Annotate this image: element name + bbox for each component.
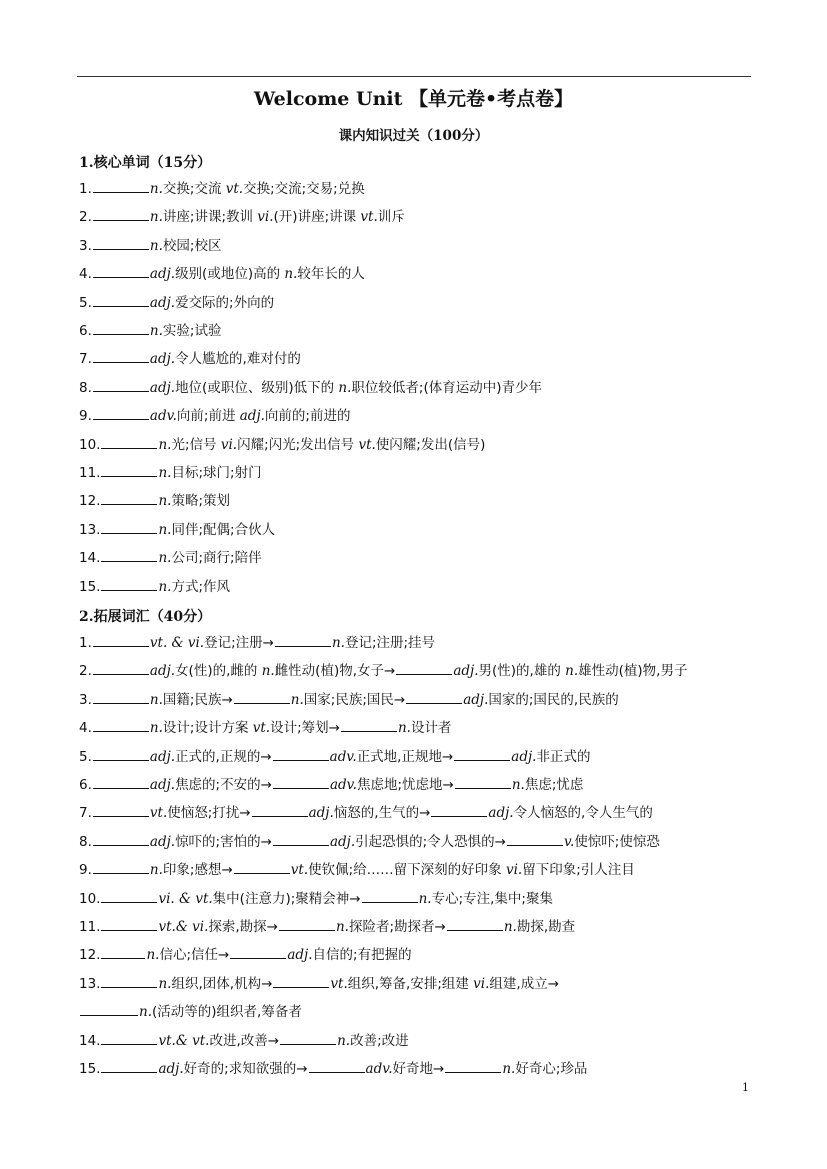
definition-text: 组建,成立→ bbox=[489, 975, 560, 992]
part-of-speech: n. bbox=[158, 550, 172, 567]
part-of-speech: adv. bbox=[329, 777, 357, 793]
item-number: 6. bbox=[79, 777, 92, 793]
definition-text: 讲座;讲课;教训 bbox=[162, 209, 258, 226]
answer-blank[interactable] bbox=[93, 321, 149, 335]
answer-blank[interactable] bbox=[93, 661, 149, 675]
answer-blank[interactable] bbox=[454, 747, 510, 761]
item-number: 2. bbox=[79, 209, 92, 226]
definition-text: 光;信号 bbox=[171, 436, 221, 453]
part-of-speech: n. bbox=[418, 890, 432, 907]
definition-text: 焦虑的;不安的→ bbox=[175, 777, 272, 793]
part-of-speech: vt. bbox=[360, 209, 378, 226]
answer-blank[interactable] bbox=[93, 179, 149, 193]
definition-text: (开)讲座;讲课 bbox=[273, 209, 361, 226]
definition-text: 国家;民族;国民→ bbox=[303, 691, 406, 708]
part-of-speech: n. bbox=[146, 947, 160, 964]
vocab-item bbox=[79, 889, 553, 909]
part-of-speech: vi. bbox=[257, 209, 274, 226]
definition-text: 组织,团体,机构→ bbox=[171, 975, 273, 992]
page-title: Welcome Unit 【单元卷•考点卷】 bbox=[253, 88, 574, 110]
part-of-speech: n. bbox=[149, 323, 163, 339]
definition-text: 好奇心;珍品 bbox=[515, 1061, 588, 1077]
definition-text: 雄性动(植)物,男子 bbox=[578, 663, 688, 680]
item-number: 6. bbox=[79, 323, 92, 339]
item-number: 13. bbox=[79, 975, 101, 992]
definition-text: 实验;试验 bbox=[162, 323, 222, 339]
definition-text: 探险者;勘探者→ bbox=[348, 919, 446, 935]
vocab-item bbox=[79, 1002, 302, 1022]
definition-text: 正式的,正规的→ bbox=[175, 748, 272, 765]
definition-text: 恼怒的,生气的→ bbox=[333, 805, 431, 822]
definition-text: 集中(注意力);聚精会神→ bbox=[212, 890, 361, 907]
section-heading-extended-vocab: 2.拓展词汇（40分） bbox=[79, 609, 212, 625]
answer-blank[interactable] bbox=[234, 860, 290, 874]
answer-blank[interactable] bbox=[396, 661, 452, 675]
page-subtitle: 课内知识过关（100分） bbox=[338, 128, 489, 144]
part-of-speech: vt. bbox=[252, 720, 271, 737]
answer-blank[interactable] bbox=[93, 803, 149, 817]
answer-blank[interactable] bbox=[230, 945, 286, 959]
definition-text: 向前;前进 bbox=[176, 408, 240, 425]
answer-blank[interactable] bbox=[431, 803, 487, 817]
definition-text: 设计;筹划→ bbox=[270, 720, 340, 737]
answer-blank[interactable] bbox=[406, 690, 462, 704]
definition-text: 非正式的 bbox=[536, 748, 591, 765]
definition-text: 好奇地→ bbox=[392, 1061, 445, 1077]
answer-blank[interactable] bbox=[280, 1031, 336, 1045]
vocab-item bbox=[79, 179, 365, 199]
definition-text: 交换;交流 bbox=[162, 181, 226, 197]
vocab-item bbox=[79, 236, 221, 256]
item-number: 1. bbox=[79, 635, 92, 651]
answer-blank[interactable] bbox=[93, 264, 149, 278]
answer-blank[interactable] bbox=[101, 548, 157, 562]
vocab-item bbox=[79, 860, 635, 880]
answer-blank[interactable] bbox=[507, 832, 563, 846]
definition-text: 地位(或职位、级别)低下的 bbox=[175, 379, 339, 396]
answer-blank[interactable] bbox=[101, 463, 157, 477]
part-of-speech: n. bbox=[337, 1032, 351, 1049]
part-of-speech: n. bbox=[511, 777, 525, 793]
part-of-speech: vi. bbox=[473, 975, 490, 992]
item-number: 13. bbox=[79, 521, 101, 538]
vocab-item bbox=[79, 406, 350, 426]
answer-blank[interactable] bbox=[93, 690, 149, 704]
part-of-speech: vt. & vi. bbox=[149, 635, 205, 651]
vocab-item bbox=[79, 1059, 587, 1079]
definition-text: 使惊吓;使惊恐 bbox=[574, 833, 660, 850]
part-of-speech: vt. bbox=[330, 975, 348, 992]
part-of-speech: n. bbox=[338, 379, 352, 396]
definition-text: 使钦佩;给……留下深刻的好印象 bbox=[308, 862, 506, 879]
vocab-item bbox=[79, 293, 274, 313]
item-number: 5. bbox=[79, 748, 92, 765]
vocab-item bbox=[79, 974, 559, 994]
definition-text: 同伴;配偶;合伙人 bbox=[171, 521, 276, 538]
part-of-speech: vt. bbox=[358, 436, 376, 453]
item-number: 1. bbox=[79, 181, 92, 197]
part-of-speech: n. bbox=[149, 691, 163, 708]
answer-blank[interactable] bbox=[80, 1002, 138, 1016]
vocab-item bbox=[79, 747, 590, 767]
part-of-speech: vt.& vt. bbox=[158, 1032, 210, 1049]
answer-blank[interactable] bbox=[101, 577, 157, 591]
part-of-speech: n. bbox=[335, 919, 349, 935]
answer-blank[interactable] bbox=[273, 775, 329, 789]
definition-text: 登记;注册;挂号 bbox=[344, 635, 436, 651]
definition-text: 专心;专注,集中;聚集 bbox=[431, 890, 553, 907]
definition-text: 正式地,正规地→ bbox=[356, 748, 454, 765]
definition-text: (活动等的)组织者,筹备者 bbox=[152, 1004, 302, 1021]
answer-blank[interactable] bbox=[93, 349, 149, 363]
definition-text: 使闪耀;发出(信号) bbox=[375, 436, 486, 453]
part-of-speech: n. bbox=[261, 663, 275, 680]
part-of-speech: n. bbox=[149, 181, 163, 197]
part-of-speech: adj. bbox=[149, 379, 176, 396]
definition-text: 国家的;国民的,民族的 bbox=[488, 691, 619, 708]
part-of-speech: adj. bbox=[488, 805, 514, 822]
part-of-speech: n. bbox=[503, 919, 517, 935]
answer-blank[interactable] bbox=[93, 207, 149, 221]
answer-blank[interactable] bbox=[309, 1059, 365, 1073]
part-of-speech: vt.& vi. bbox=[158, 919, 209, 935]
definition-text: 自信的;有把握的 bbox=[312, 947, 412, 964]
definition-text: 国籍;民族→ bbox=[162, 691, 233, 708]
answer-blank[interactable] bbox=[273, 747, 329, 761]
item-number: 3. bbox=[79, 691, 92, 708]
part-of-speech: adj. bbox=[239, 408, 265, 425]
definition-text: 改进,改善→ bbox=[209, 1032, 280, 1049]
answer-blank[interactable] bbox=[341, 718, 397, 732]
part-of-speech: n. bbox=[331, 635, 345, 651]
part-of-speech: vt. bbox=[149, 805, 168, 822]
answer-blank[interactable] bbox=[101, 435, 157, 449]
part-of-speech: v. bbox=[563, 833, 575, 850]
definition-text: 校园;校区 bbox=[162, 237, 222, 254]
section-heading-core-words: 1.核心单词（15分） bbox=[79, 155, 212, 171]
answer-blank[interactable] bbox=[234, 690, 290, 704]
vocab-item bbox=[79, 718, 451, 738]
item-number: 15. bbox=[79, 1061, 101, 1077]
answer-blank[interactable] bbox=[93, 747, 149, 761]
answer-blank[interactable] bbox=[362, 889, 418, 903]
part-of-speech: adj. bbox=[149, 748, 176, 765]
vocab-item bbox=[79, 775, 583, 795]
definition-text: 焦虑地;忧虑地→ bbox=[356, 777, 454, 793]
item-number: 9. bbox=[79, 862, 92, 879]
vocab-item bbox=[79, 463, 262, 483]
definition-text: 探索,勘探→ bbox=[208, 919, 278, 935]
part-of-speech: adj. bbox=[149, 351, 176, 368]
part-of-speech: n. bbox=[149, 209, 163, 226]
item-number: 14. bbox=[79, 550, 101, 567]
part-of-speech: vi. bbox=[220, 436, 238, 453]
part-of-speech: n. bbox=[158, 493, 172, 510]
definition-text: 焦虑;忧虑 bbox=[524, 777, 584, 793]
answer-blank[interactable] bbox=[101, 974, 157, 988]
part-of-speech: adj. bbox=[149, 833, 176, 850]
answer-blank[interactable] bbox=[101, 1031, 157, 1045]
answer-blank[interactable] bbox=[101, 889, 157, 903]
vocab-item bbox=[79, 803, 653, 823]
definition-text: 方式;作风 bbox=[171, 578, 231, 595]
definition-text: 级别(或地位)高的 bbox=[175, 266, 285, 283]
vocab-item bbox=[79, 491, 230, 511]
item-number: 4. bbox=[79, 720, 92, 737]
item-number: 2. bbox=[79, 663, 92, 680]
part-of-speech: adj. bbox=[453, 663, 479, 680]
definition-text: 留下印象;引人注目 bbox=[522, 862, 635, 879]
item-number: 10. bbox=[79, 890, 101, 907]
answer-blank[interactable] bbox=[101, 945, 145, 959]
definition-text: 引起恐惧的;令人恐惧的→ bbox=[355, 833, 506, 850]
item-number: 15. bbox=[79, 578, 101, 595]
item-number: 8. bbox=[79, 379, 92, 396]
answer-blank[interactable] bbox=[101, 1059, 157, 1073]
definition-text: 策略;策划 bbox=[171, 493, 231, 510]
part-of-speech: vt. bbox=[225, 181, 244, 197]
part-of-speech: vi. bbox=[505, 862, 523, 879]
part-of-speech: adj. bbox=[511, 748, 537, 765]
part-of-speech: n. bbox=[149, 862, 163, 879]
definition-text: 改善;改进 bbox=[350, 1032, 409, 1049]
answer-blank[interactable] bbox=[273, 832, 329, 846]
item-number: 10. bbox=[79, 436, 101, 453]
definition-text: 爱交际的;外向的 bbox=[175, 294, 275, 311]
answer-blank[interactable] bbox=[93, 718, 149, 732]
definition-text: 公司;商行;陪伴 bbox=[171, 550, 262, 567]
answer-blank[interactable] bbox=[93, 236, 149, 250]
answer-blank[interactable] bbox=[273, 974, 329, 988]
vocab-item bbox=[79, 1031, 409, 1051]
part-of-speech: adj. bbox=[149, 294, 176, 311]
answer-blank[interactable] bbox=[101, 491, 157, 505]
item-number: 14. bbox=[79, 1032, 101, 1049]
header-rule bbox=[77, 76, 751, 77]
definition-text: 惊吓的;害怕的→ bbox=[175, 833, 272, 850]
part-of-speech: adj. bbox=[149, 266, 176, 283]
item-number: 7. bbox=[79, 805, 92, 822]
vocab-item bbox=[79, 945, 412, 965]
vocab-item bbox=[79, 661, 687, 681]
definition-text: 目标;球门;射门 bbox=[171, 465, 262, 481]
definition-text: 使恼怒;打扰→ bbox=[167, 805, 251, 822]
answer-blank[interactable] bbox=[279, 917, 335, 931]
answer-blank[interactable] bbox=[93, 860, 149, 874]
answer-blank[interactable] bbox=[93, 293, 149, 307]
vocab-item bbox=[79, 690, 619, 710]
definition-text: 职位较低者;(体育运动中)青少年 bbox=[351, 379, 542, 396]
part-of-speech: n. bbox=[149, 237, 163, 254]
item-number: 12. bbox=[79, 947, 101, 964]
part-of-speech: adj. bbox=[287, 947, 313, 964]
answer-blank[interactable] bbox=[101, 917, 157, 931]
answer-blank[interactable] bbox=[93, 378, 149, 392]
answer-blank[interactable] bbox=[445, 1059, 501, 1073]
part-of-speech: adj. bbox=[329, 833, 356, 850]
vocab-item bbox=[79, 264, 365, 284]
part-of-speech: adv. bbox=[329, 748, 357, 765]
vocab-item bbox=[79, 321, 221, 341]
item-number: 3. bbox=[79, 237, 92, 254]
vocab-item bbox=[79, 917, 575, 937]
vocab-item bbox=[79, 548, 262, 568]
part-of-speech: n. bbox=[502, 1061, 516, 1077]
definition-text: 组织,筹备,安排;组建 bbox=[347, 975, 474, 992]
definition-text: 交换;交流;交易;兑换 bbox=[243, 181, 365, 197]
answer-blank[interactable] bbox=[252, 803, 308, 817]
vocab-item bbox=[79, 832, 660, 852]
definition-text: 印象;感想→ bbox=[162, 862, 233, 879]
definition-text: 较年长的人 bbox=[297, 266, 365, 283]
part-of-speech: n. bbox=[284, 266, 298, 283]
part-of-speech: n. bbox=[565, 663, 579, 680]
definition-text: 雌性动(植)物,女子→ bbox=[274, 663, 396, 680]
part-of-speech: adj. bbox=[158, 1061, 184, 1077]
definition-text: 令人尴尬的,难对付的 bbox=[175, 351, 301, 368]
item-number: 12. bbox=[79, 493, 101, 510]
definition-text: 勘探,勘查 bbox=[516, 919, 576, 935]
part-of-speech: n. bbox=[397, 720, 411, 737]
part-of-speech: adj. bbox=[149, 777, 176, 793]
part-of-speech: adj. bbox=[463, 691, 489, 708]
part-of-speech: n. bbox=[158, 521, 172, 538]
definition-text: 令人恼怒的,令人生气的 bbox=[513, 805, 653, 822]
part-of-speech: adv. bbox=[149, 408, 177, 425]
vocab-item bbox=[79, 378, 542, 398]
item-number: 11. bbox=[79, 465, 101, 481]
definition-text: 训斥 bbox=[377, 209, 405, 226]
definition-text: 男(性)的,雄的 bbox=[478, 663, 566, 680]
item-number: 8. bbox=[79, 833, 92, 850]
part-of-speech: adj. bbox=[308, 805, 334, 822]
page-number: 1 bbox=[742, 1081, 749, 1094]
part-of-speech: n. bbox=[158, 975, 172, 992]
part-of-speech: n. bbox=[158, 465, 172, 481]
answer-blank[interactable] bbox=[101, 520, 157, 534]
answer-blank[interactable] bbox=[447, 917, 503, 931]
part-of-speech: adj. bbox=[149, 663, 176, 680]
part-of-speech: adv. bbox=[365, 1061, 393, 1077]
answer-blank[interactable] bbox=[275, 633, 331, 647]
answer-blank[interactable] bbox=[93, 406, 149, 420]
part-of-speech: n. bbox=[290, 691, 304, 708]
definition-text: 信心;信任→ bbox=[159, 947, 230, 964]
vocab-item bbox=[79, 435, 485, 455]
part-of-speech: vt. bbox=[290, 862, 309, 879]
definition-text: 好奇的;求知欲强的→ bbox=[183, 1061, 308, 1077]
vocab-item bbox=[79, 207, 405, 227]
item-number: 4. bbox=[79, 266, 92, 283]
part-of-speech: n. bbox=[139, 1004, 152, 1021]
definition-text: 闪耀;闪光;发出信号 bbox=[237, 436, 359, 453]
answer-blank[interactable] bbox=[93, 633, 149, 647]
answer-blank[interactable] bbox=[93, 832, 149, 846]
part-of-speech: n. bbox=[158, 436, 172, 453]
item-number: 11. bbox=[79, 919, 101, 935]
vocab-item bbox=[79, 633, 435, 653]
definition-text: 登记;注册→ bbox=[204, 635, 274, 651]
part-of-speech: vi. & vt. bbox=[158, 890, 213, 907]
part-of-speech: n. bbox=[158, 578, 172, 595]
vocab-item bbox=[79, 520, 275, 540]
answer-blank[interactable] bbox=[93, 775, 149, 789]
definition-text: 向前的;前进的 bbox=[264, 408, 351, 425]
definition-text: 设计者 bbox=[410, 720, 452, 737]
answer-blank[interactable] bbox=[455, 775, 511, 789]
definition-text: 设计;设计方案 bbox=[162, 720, 253, 737]
item-number: 7. bbox=[79, 351, 92, 368]
item-number: 5. bbox=[79, 294, 92, 311]
part-of-speech: n. bbox=[149, 720, 163, 737]
definition-text: 女(性)的,雌的 bbox=[175, 663, 262, 680]
vocab-item bbox=[79, 577, 230, 597]
item-number: 9. bbox=[79, 408, 92, 425]
vocab-item bbox=[79, 349, 301, 369]
